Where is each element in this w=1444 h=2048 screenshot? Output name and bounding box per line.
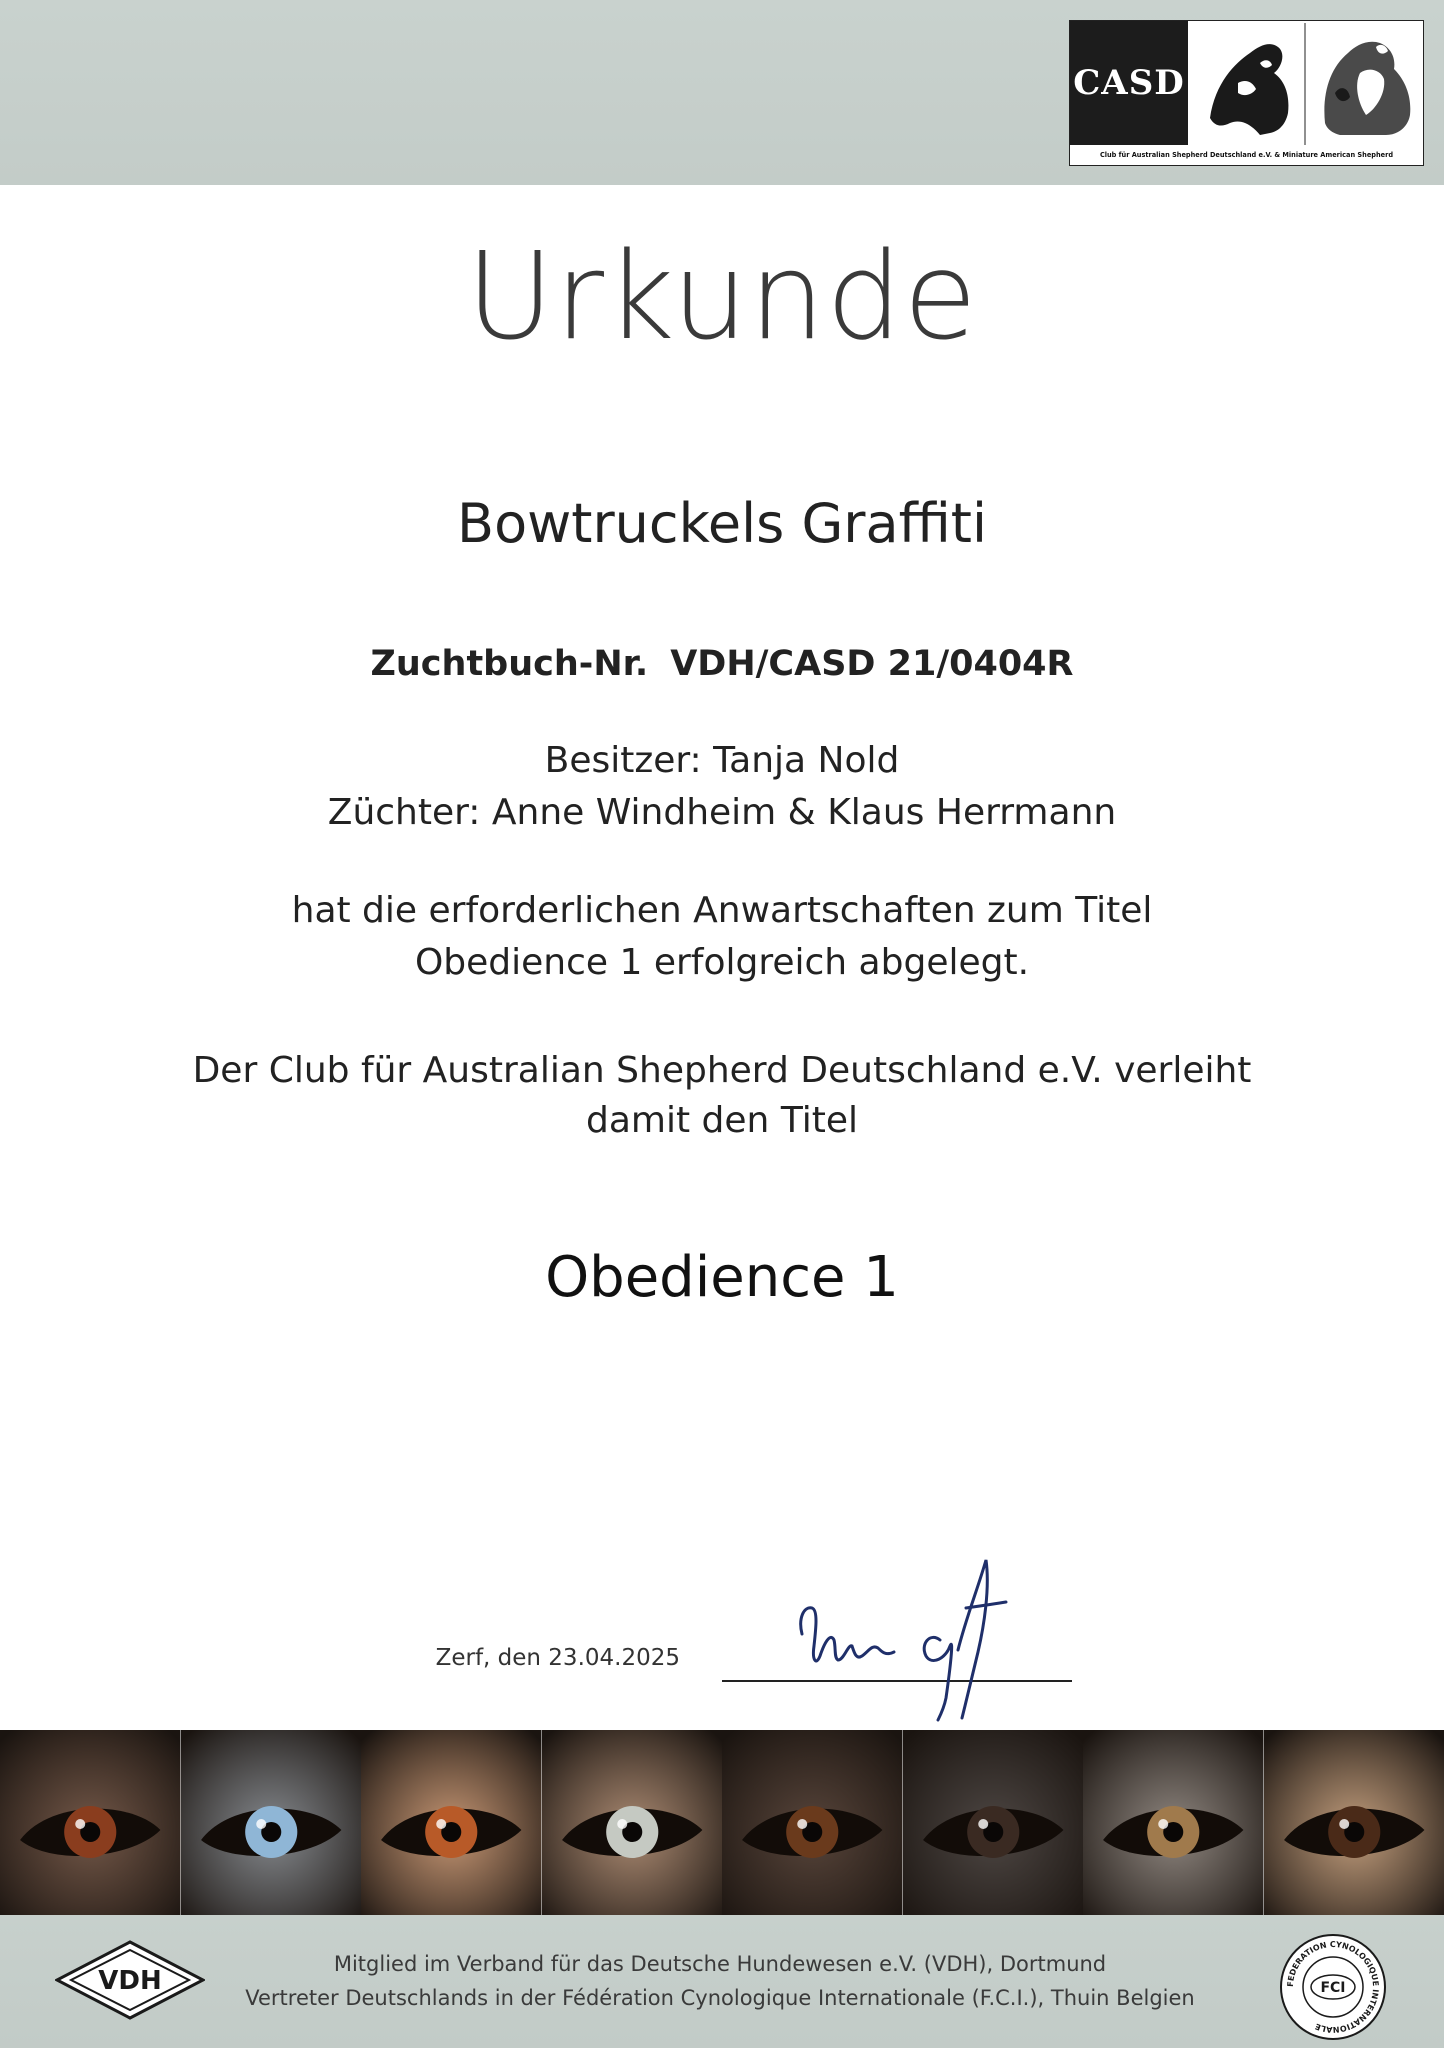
awarded-title: Obedience 1 (545, 1245, 899, 1310)
dog-eye-photo (1083, 1730, 1264, 1915)
statement-line-1: hat die erforderlichen Anwartschaften zum Titel (291, 890, 1153, 931)
fci-ring-text: FEDERATION CYNOLOGIQUE INTERNATIONALE (1285, 1939, 1381, 2035)
signature (790, 1548, 1050, 1724)
fci-logo (1278, 1932, 1388, 2042)
studbook-number: VDH/CASD 21/0404R (670, 644, 1074, 684)
dog-eye-photo (0, 1730, 181, 1915)
owner-line: Besitzer: Tanja Nold (544, 740, 900, 781)
casd-logo-wordmark (1070, 21, 1188, 145)
dog-eye-icon (181, 1730, 362, 1915)
dog-eye-icon (1083, 1730, 1264, 1915)
dog-eye-photo (903, 1730, 1084, 1915)
vdh-logo-text: VDH (98, 1966, 162, 1996)
dog-eye-photo (1264, 1730, 1444, 1915)
casd-logo-text: CASD (1073, 63, 1185, 103)
footer-line-2: Vertreter Deutschlands in der Fédération Cynologique Internationale (F.C.I.), Thuin Belgien (245, 1986, 1195, 2010)
certificate-title: Urkunde (465, 228, 979, 367)
breeder-line: Züchter: Anne Windheim & Klaus Herrmann (327, 792, 1117, 833)
award-line-1: Der Club für Australian Shepherd Deutschland e.V. verleiht (192, 1050, 1252, 1091)
dog-eye-icon (722, 1730, 903, 1915)
australian-shepherd-dogs-icon (1190, 23, 1421, 145)
studbook-line (0, 644, 1444, 684)
dog-name: Bowtruckels Graffiti (457, 492, 987, 555)
dog-eye-icon (1264, 1730, 1444, 1915)
dog-eyes-strip (0, 1730, 1444, 1915)
dog-eye-photo (181, 1730, 362, 1915)
dog-eye-photo (542, 1730, 723, 1915)
casd-logo (1069, 20, 1424, 166)
place-date: Zerf, den 23.04.2025 (435, 1645, 680, 1671)
dog-eye-icon (903, 1730, 1084, 1915)
dog-eye-photo (722, 1730, 903, 1915)
award-line-2: damit den Titel (586, 1100, 858, 1141)
footer-line-1: Mitglied im Verband für das Deutsche Hundewesen e.V. (VDH), Dortmund (333, 1952, 1107, 1976)
studbook-label: Zuchtbuch-Nr. (370, 644, 649, 684)
dog-eye-icon (0, 1730, 181, 1915)
vdh-logo (55, 1940, 205, 2020)
statement-line-2: Obedience 1 erfolgreich abgelegt. (414, 942, 1030, 983)
casd-logo-caption: Club für Australian Shepherd Deutschland e.V. & Miniature American Shepherd (1099, 150, 1394, 159)
dog-eye-icon (542, 1730, 723, 1915)
dog-eye-photo (361, 1730, 542, 1915)
dog-eye-icon (361, 1730, 542, 1915)
footer-band (0, 1915, 1444, 2048)
fci-logo-text: FCI (1320, 1980, 1346, 1996)
